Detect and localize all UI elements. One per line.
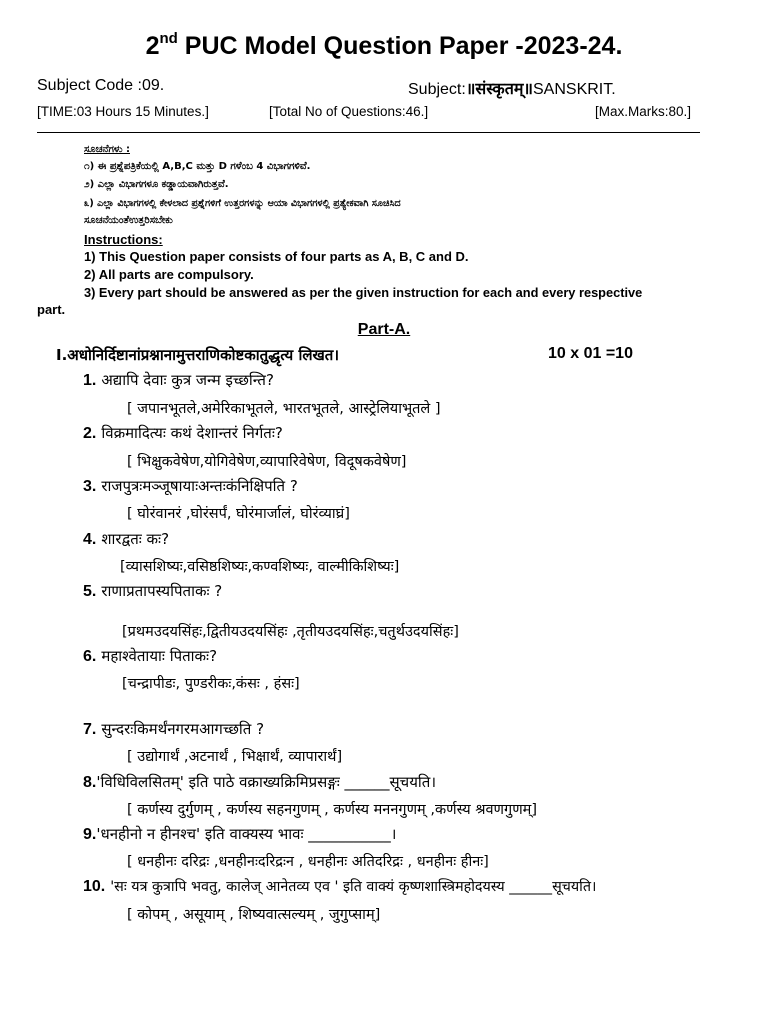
question-3	[83, 476, 298, 496]
section-marks: 10 x 01 =10	[548, 345, 633, 362]
question-text: विक्रमादित्यः कथं देशान्तरं निर्गतः?	[101, 424, 283, 442]
section-heading	[56, 345, 656, 365]
question-2	[83, 423, 283, 443]
question-number: 6.	[83, 648, 97, 665]
question-10-options: [ कोपम् , असूयाम् , शिष्यवात्सल्यम् , जुगुप्साम्]	[127, 907, 381, 923]
kannada-instruction-2: ೨) ಎಲ್ಲಾ ವಿಭಾಗಗಳೂ ಕಡ್ಡಾಯವಾಗಿರುತ್ತವೆ.	[84, 179, 229, 190]
question-text: राणाप्रतापस्यपिताकः ?	[101, 582, 223, 600]
kannada-instruction-3: ೩) ಎಲ್ಲಾ ವಿಭಾಗಗಳಲ್ಲಿ ಕೇಳಲಾದ ಪ್ರಶ್ನೆಗಳಿಗೆ ಉತ್ತರಗಳನ್ನು ಆಯಾ ವಿಭಾಗಗಳಲ್ಲಿ ಪ್ರತ್ಯೇಕವಾಗಿ ಸೂಚಿಸಿದ	[84, 198, 401, 209]
question-9-options: [ धनहीनः दरिद्रः ,धनहीनःदरिद्रःन , धनहीनः अतिदरिद्रः , धनहीनः हीनः]	[127, 854, 489, 870]
question-6	[83, 646, 217, 666]
subject-code: Subject Code :09.	[37, 77, 165, 94]
question-7	[83, 719, 264, 739]
question-text: राजपुत्रःमञ्जूषायाःअन्तःकंनिक्षिपति ?	[101, 477, 298, 495]
question-text: 'सः यत्र कुत्रापि भवतु, कालेज् आनेतव्य एव ' इति वाक्यं कृष्णशास्त्रिमहोदयस्य ______सूचयति।	[110, 879, 597, 895]
question-8	[83, 772, 436, 792]
exam-info-row	[37, 104, 697, 122]
instruction-3: 3) Every part should be answered as per the given instruction for each and every respective	[84, 285, 643, 300]
question-10	[83, 877, 596, 896]
instruction-1: 1) This Question paper consists of four parts as A, B, C and D.	[84, 249, 469, 264]
question-text: शारद्वतः कः?	[101, 530, 170, 548]
question-2-options: [ भिक्षुकवेषेण,योगिवेषेण,व्यापारिवेषेण, विदूषकवेषेण]	[127, 454, 407, 470]
kannada-instruction-4: ಸೂಚನೆಯಂತೆಉತ್ತರಿಸಬೇಕು	[84, 215, 173, 226]
question-4	[83, 529, 169, 549]
question-text: 'विधिविलसितम्' इति पाठे वक्राख्यक्रिमिप्रसङ्गः ______सूचयति।	[96, 773, 437, 791]
question-1	[83, 370, 274, 390]
subject-english: SANSKRIT.	[533, 81, 616, 98]
question-text: महाश्वेतायाः पिताकः?	[101, 647, 218, 665]
subject-row	[37, 77, 697, 99]
question-text: 'धनहीनो न हीनश्च' इति वाक्यस्य भावः ___________।	[96, 825, 397, 843]
title-ordinal-suffix: nd	[159, 30, 178, 47]
section-instruction: I.अधोनिर्दिष्टानांप्रश्नानामुत्तराणिकोष्टकातुद्धृत्य लिखत।	[56, 346, 340, 364]
kannada-instructions-heading: ಸೂಚನೆಗಳು :	[84, 144, 130, 155]
question-5	[83, 581, 222, 601]
exam-time: [TIME:03 Hours 15 Minutes.]	[37, 104, 209, 119]
question-6-options: [चन्द्रापीडः, पुण्डरीकः,कंसः , हंसः]	[122, 676, 300, 692]
question-number: 4.	[83, 531, 97, 548]
subject-sanskrit: ॥संस्कृतम्॥	[465, 79, 533, 98]
subject-name	[408, 77, 616, 99]
instruction-3-continued: part.	[37, 302, 66, 317]
question-9	[83, 824, 396, 844]
question-number: 10.	[83, 878, 106, 895]
question-8-options: [ कर्णस्य दुर्गुणम् , कर्णस्य सहनगुणम् , कर्णस्य मननगुणम् ,कर्णस्य श्रवणगुणम्]	[127, 802, 538, 818]
title-ordinal: 2	[145, 32, 160, 60]
question-number: 5.	[83, 583, 97, 600]
question-number: 7.	[83, 721, 97, 738]
subject-label: Subject:	[408, 81, 466, 98]
max-marks: [Max.Marks:80.]	[595, 104, 692, 119]
question-7-options: [ उद्योगार्थं ,अटनार्थं , भिक्षार्थं, व्यापारार्थं]	[127, 749, 343, 765]
question-text: अद्यापि देवाः कुत्र जन्म इच्छन्ति?	[101, 371, 274, 389]
question-number: 8.	[83, 774, 97, 791]
total-questions: [Total No of Questions:46.]	[269, 104, 429, 119]
instruction-2: 2) All parts are compulsory.	[84, 267, 254, 282]
page-title	[0, 30, 768, 61]
instructions-heading: Instructions:	[84, 232, 163, 247]
part-heading: Part-A.	[357, 321, 411, 338]
title-text: PUC Model Question Paper -2023-24.	[184, 32, 623, 60]
question-number: 1.	[83, 372, 97, 389]
kannada-instruction-1: ೧) ಈ ಪ್ರಶ್ನೆಪತ್ರಿಕೆಯಲ್ಲಿ A,B,C ಮತ್ತು D ಗಳೆಂಬ 4 ವಿಭಾಗಗಳಿವೆ.	[84, 161, 311, 172]
question-number: 2.	[83, 425, 97, 442]
header-divider	[37, 132, 700, 133]
question-number: 9.	[83, 826, 97, 843]
question-5-options: [प्रथमउदयसिंहः,द्वितीयउदयसिंहः ,तृतीयउदयसिंहः,चतुर्थउदयसिंहः]	[122, 624, 459, 640]
question-3-options: [ घोरंवानरं ,घोरंसर्पं, घोरंमार्जालं, घोरंव्याघ्रं]	[127, 506, 350, 522]
question-text: सुन्दरःकिमर्थंनगरमआगच्छति ?	[101, 720, 265, 738]
question-1-options: [ जपानभूतले,अमेरिकाभूतले, भारतभूतले, आस्ट्रेलियाभूतले ]	[127, 401, 441, 417]
question-number: 3.	[83, 478, 97, 495]
question-4-options: [व्यासशिष्यः,वसिष्ठशिष्यः,कण्वशिष्यः, वाल्मीकिशिष्यः]	[120, 559, 400, 575]
